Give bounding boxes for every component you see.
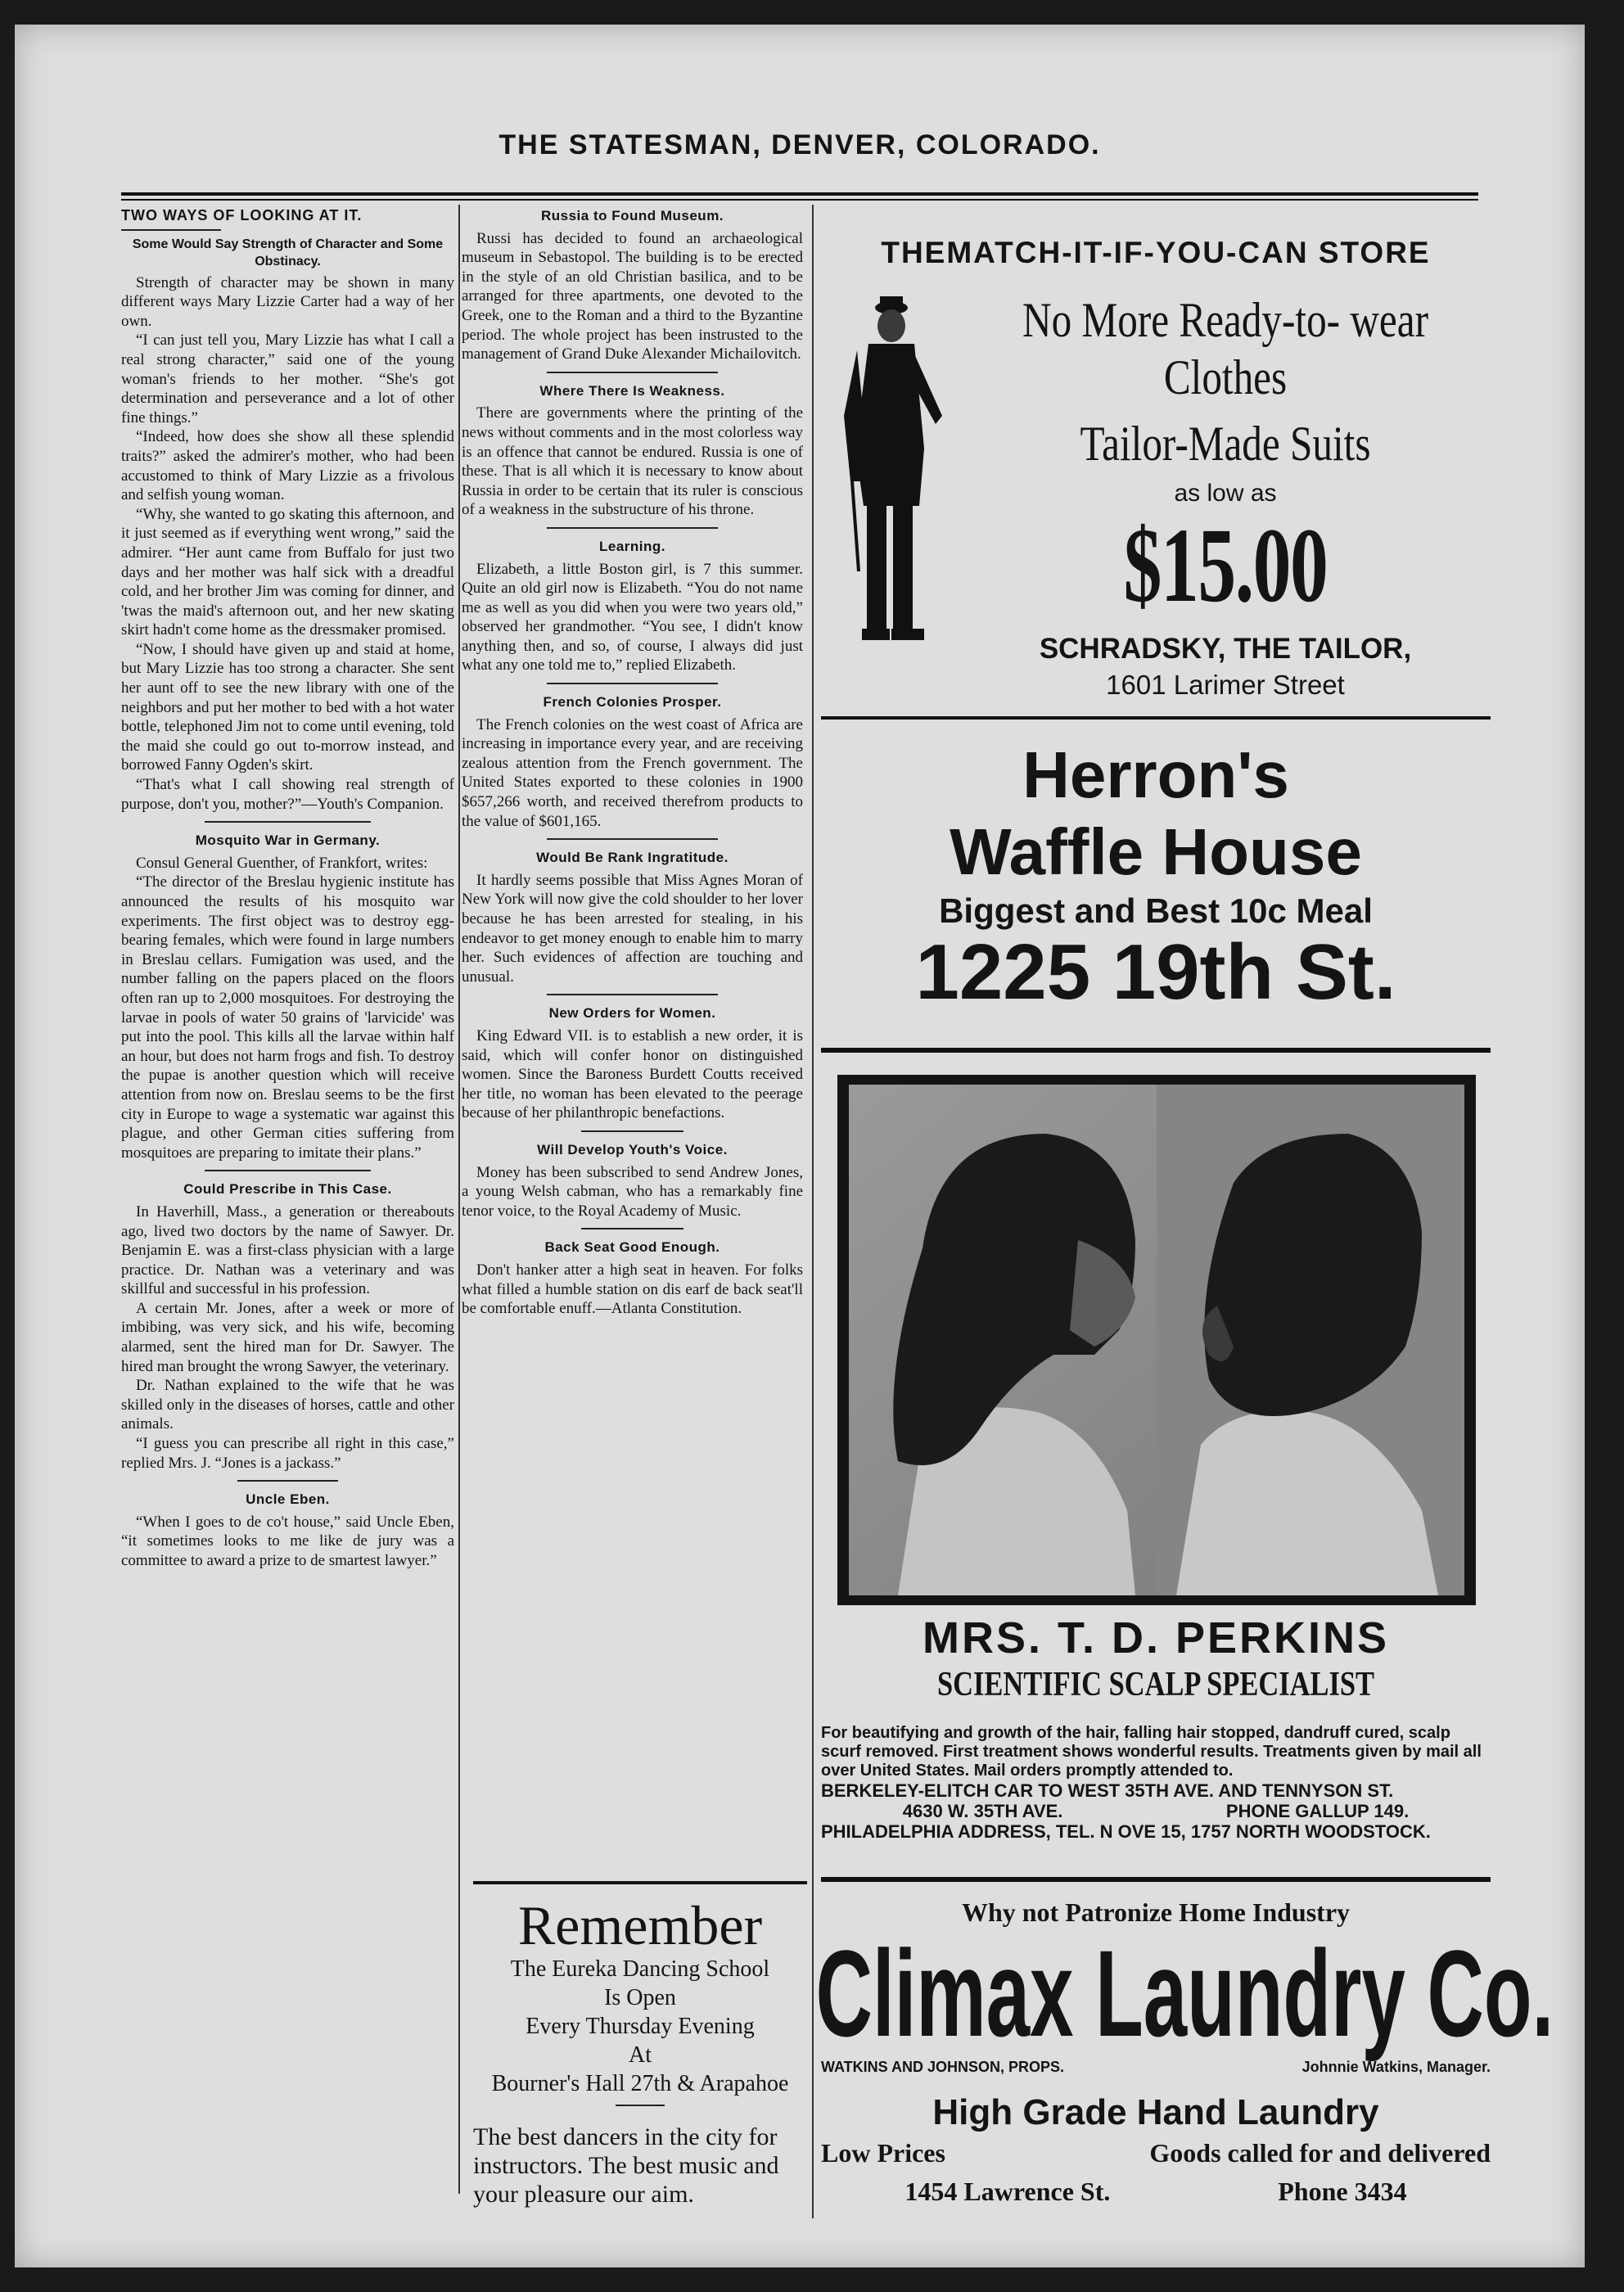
laundry-phone: Phone 3434 xyxy=(1278,2177,1407,2206)
specialist-car: BERKELEY-ELITCH CAR TO WEST 35TH AVE. AND TENNYSON ST. xyxy=(821,1780,1394,1801)
article-paragraph: Money has been subscribed to send Andrew Jones, a young Welsh cabman, who has a remarkably fine tenor voice, to the Royal Academy of Music. xyxy=(462,1163,803,1220)
article-paragraph: Strength of character may be shown in many different ways Mary Lizzie Carter had a way of her own. xyxy=(121,273,454,330)
article-paragraph: Consul General Guenther, of Frankfort, writes: xyxy=(136,854,428,872)
two-women-profile-image xyxy=(849,1085,1464,1595)
top-rule-thin xyxy=(121,199,1478,201)
ad-rule xyxy=(821,1877,1491,1882)
article-paragraph: Don't hanker atter a high seat in heaven. For folks what filled a humble station on dis earf de back seat'll be comfortable enuff.—Atlanta Constitution. xyxy=(462,1261,803,1318)
specialist-philadelphia: PHILADELPHIA ADDRESS, TEL. N OVE 15, 1757 NORTH WOODSTOCK. xyxy=(821,1821,1431,1842)
article-heading: Uncle Eben. xyxy=(246,1491,330,1508)
article-paragraph: King Edward VII. is to establish a new order, it is said, which will confer honor on distinguished women. Since the Baroness Burdett Coutts received her title, no woman has been elevated to the peerage because of her philanthropic benefactions. xyxy=(462,1026,803,1122)
article-heading: New Orders for Women. xyxy=(548,1005,716,1022)
article-heading: Russia to Found Museum. xyxy=(540,208,724,223)
article-paragraph: A certain Mr. Jones, after a week or more of imbibing, was very sick, and his wife, becoming alarmed, sent the hired man for Dr. Sawyer. The hired man brought the wrong Sawyer, the veterinary. xyxy=(121,1299,454,1375)
article-paragraph: Dr. Nathan explained to the wife that he was skilled only in the diseases of horses, cattle and other animals. xyxy=(121,1377,454,1433)
article-paragraph: “I can just tell you, Mary Lizzie has what I call a real strong character,” said one of the young woman's friends to her mother. “She's got determination and perseverance and a lot of other fine things.” xyxy=(121,332,454,426)
article-paragraph: Elizabeth, a little Boston girl, is 7 this summer. Quite an old girl now is Elizabeth. “You do not name me as well as you did when you were two years old,” observed her grandmother. “You see, I didn't know anything then, and so, of course, I always did just what any one told me to,” replied Elizabeth. xyxy=(462,560,803,675)
laundry-manager: Johnnie Watkins, Manager. xyxy=(1301,2059,1491,2075)
article-paragraph: “When I goes to de co't house,” said Uncle Eben, “it sometimes looks to me like de jury was a committee to award a prize to de smartest lawyer.” xyxy=(121,1513,454,1569)
ad-rule xyxy=(821,716,1491,720)
article-paragraph: Russi has decided to found an archaeological museum in Sebastopol. The building is to be erected in the style of an old Christian basilica, and to be arranged for three apartments, one devoted to the Greek, one to the Roman and a third to the Byzantine period. The whole project has been instrusted to the management of Grand Duke Alexander Michailovitch. xyxy=(462,229,803,363)
article-separator xyxy=(547,994,718,995)
tailor-name: SCHRADSKY, THE TAILOR, xyxy=(1039,633,1412,665)
article-separator xyxy=(581,1228,683,1229)
article-paragraph: “Indeed, how does she show all these splendid traits?” asked the admirer's mother, who had been accustomed to think of Mary Lizzie as a frivolous and selfish young woman. xyxy=(121,428,454,504)
waffle-address: 1225 19th St. xyxy=(915,928,1396,1016)
laundry-address: 1454 Lawrence St. xyxy=(904,2177,1111,2206)
waffle-name-1: Herron's xyxy=(1022,738,1289,811)
article-paragraph: The French colonies on the west coast of Africa are increasing in importance every year, and are receiving zealous attention from the French government. The United States exported to these colonies in 1900 $657,266 worth, and received therefrom products to the value of $601,165. xyxy=(462,715,803,830)
laundry-name: Climax Laundry Co. xyxy=(815,1924,1554,2062)
article-heading: Where There Is Weakness. xyxy=(539,382,725,399)
laundry-goods: Goods called for and delivered xyxy=(1149,2138,1491,2168)
laundry-low-prices: Low Prices xyxy=(821,2138,945,2168)
heading-rule xyxy=(121,229,221,231)
dance-ad-line: Bourner's Hall 27th & Arapahoe xyxy=(491,2071,789,2096)
article-heading: French Colonies Prosper. xyxy=(543,694,722,711)
remember-heading: Remember xyxy=(517,1894,763,1956)
specialist-address-row xyxy=(821,1801,1491,1821)
column-1 xyxy=(121,206,454,1571)
article-separator xyxy=(581,1130,683,1132)
specialist-body: For beautifying and growth of the hair, falling hair stopped, dandruff cured, scalp scurf removed. First treatment shows wonderful results. Treatments given by mail all over United States. Mail orders promptly attended to. xyxy=(821,1724,1482,1780)
waffle-house-ad xyxy=(821,737,1491,1016)
article-heading: Will Develop Youth's Voice. xyxy=(537,1141,728,1157)
article-paragraph: “Why, she wanted to go skating this afternoon, and it just seemed as if everything went wrong,” said the admirer. “Her aunt came from Buffalo for just two days and her mother was half sick with a dreadful cold, and her brother Jim was coming for dinner, and 'twas the maid's afternoon out, and her new skating skirt hadn't come home as the dressmaker promised. xyxy=(121,505,454,639)
tailor-subheadline: Tailor-Made Suits xyxy=(1080,417,1371,471)
tailor-address: 1601 Larimer Street xyxy=(1106,670,1345,700)
dance-ad-line: The Eureka Dancing School xyxy=(510,1956,770,1982)
article-paragraph: “The director of the Breslau hygienic institute has announced the results of his mosquito war experiments. The first object was to destroy egg-bearing females, which were found in large numbers in Breslau cellars. Fumigation was used, and the number falling on the papers placed on the floors often ran up to 2,000 mosquitoes. For destroying the larvae in pools of water 50 grains of 'larvicide' was put into the pool. This kills all the larvae within half an hour, but does not harm frogs and fish. To destroy the pupae is another question which will receive attention from now on. Breslau seems to be the first city in Europe to wage a systematic war against this plague, and other German cities suffering from mosquitoes are preparing to imitate their plans.” xyxy=(121,873,454,1162)
laundry-tagline: Why not Patronize Home Industry xyxy=(961,1897,1351,1927)
photo-frame xyxy=(849,1085,1464,1595)
article-paragraph: “Now, I should have given up and staid at home, but Mary Lizzie has too strong a character. She sent her aunt off to see the new library with one of the neighbors and put her mother to bed with a hot water bottle, telephoned Jim not to come until evening, told the maid she could go out to-morrow instead, and borrowed Fanny Ogden's skirt. xyxy=(121,640,454,774)
waffle-slogan: Biggest and Best 10c Meal xyxy=(939,891,1373,930)
ad-rule xyxy=(821,1048,1491,1053)
dance-ad-divider xyxy=(616,2105,665,2106)
scalp-specialist-ad xyxy=(821,1613,1491,1842)
tailor-ad xyxy=(821,236,1491,709)
laundry-contact-row xyxy=(821,2177,1491,2207)
column-2 xyxy=(462,206,803,1319)
article-heading: Mosquito War in Germany. xyxy=(195,832,381,849)
tailor-headline: No More Ready-to- wear Clothes xyxy=(1022,293,1428,404)
article-heading: TWO WAYS OF LOOKING AT IT. xyxy=(121,207,363,223)
article-paragraph: In Haverhill, Mass., a generation or thereabouts ago, lived two doctors by the name of Sawyer. Dr. Benjamin E. was a first-class physician with a large practice. Dr. Nathan was a veterinary and was skillful and successful in his profession. xyxy=(121,1202,454,1298)
article-heading: Would Be Rank Ingratitude. xyxy=(536,850,729,866)
article-paragraph: It hardly seems possible that Miss Agnes Moran of New York will now give the cold shoulder to her lover because he has been arrested for stealing, in his endeavor to get money enough to enable him to marry her. Such evidences of affection are touching and unusual. xyxy=(462,871,803,986)
laundry-ad xyxy=(815,1897,1554,2207)
article-heading: Back Seat Good Enough. xyxy=(544,1239,720,1256)
article-separator xyxy=(547,838,718,840)
laundry-prices-row xyxy=(821,2138,1491,2168)
specialist-address: 4630 W. 35TH AVE. xyxy=(902,1801,1063,1821)
masthead: THE STATESMAN, DENVER, COLORADO. xyxy=(498,129,1101,160)
article-separator xyxy=(237,1480,337,1482)
article-paragraph: “I guess you can prescribe all right in this case,” replied Mrs. J. “Jones is a jackass.” xyxy=(121,1435,454,1472)
dance-ad-line: At xyxy=(629,2042,652,2068)
article-separator xyxy=(205,1170,372,1171)
article-separator xyxy=(547,527,718,529)
tailor-price: $15.00 xyxy=(1123,507,1328,625)
column-divider-2 xyxy=(812,205,814,2218)
tailor-as-low-as: as low as xyxy=(1174,480,1277,507)
specialist-name: MRS. T. D. PERKINS xyxy=(922,1613,1390,1663)
dance-ad-line: Is Open xyxy=(604,1985,676,2010)
article-paragraph: There are governments where the printing of the news without comments and in the most colorless way is an offence that cannot be endured. Russia is one of these. That is all which it is necessary to know about Russia in order to be certain that its ruler is conscious of a weakness in the substructure of his throne. xyxy=(462,404,803,519)
waffle-name-2: Waffle House xyxy=(950,815,1362,888)
dance-ad-line: Every Thursday Evening xyxy=(526,2014,755,2039)
newspaper-page xyxy=(15,25,1585,2267)
article-paragraph: “That's what I call showing real strength of purpose, don't you, mother?”—Youth's Companion. xyxy=(121,776,454,813)
article-heading: Learning. xyxy=(598,538,665,554)
specialist-title: SCIENTIFIC SCALP SPECIALIST xyxy=(937,1666,1374,1703)
column-divider-1 xyxy=(458,205,460,2194)
store-name: THEMATCH-IT-IF-YOU-CAN STORE xyxy=(881,236,1431,269)
specialist-phone: PHONE GALLUP 149. xyxy=(1225,1801,1410,1821)
article-heading: Could Prescribe in This Case. xyxy=(183,1181,392,1198)
top-rule xyxy=(121,192,1478,196)
laundry-props: WATKINS AND JOHNSON, PROPS. xyxy=(821,2059,1065,2075)
article-separator xyxy=(547,683,718,684)
dance-school-ad xyxy=(473,1881,807,2215)
portrait-photo xyxy=(837,1075,1476,1605)
laundry-grade: High Grade Hand Laundry xyxy=(932,2092,1379,2132)
article-separator xyxy=(205,821,372,823)
article-subheading: Some Would Say Strength of Character and Some Obstinacy. xyxy=(132,237,444,268)
gentleman-figure-icon xyxy=(828,293,950,653)
dance-ad-body: The best dancers in the city for instructors. The best music and your pleasure our aim. xyxy=(473,2123,779,2208)
article-separator xyxy=(547,372,718,373)
